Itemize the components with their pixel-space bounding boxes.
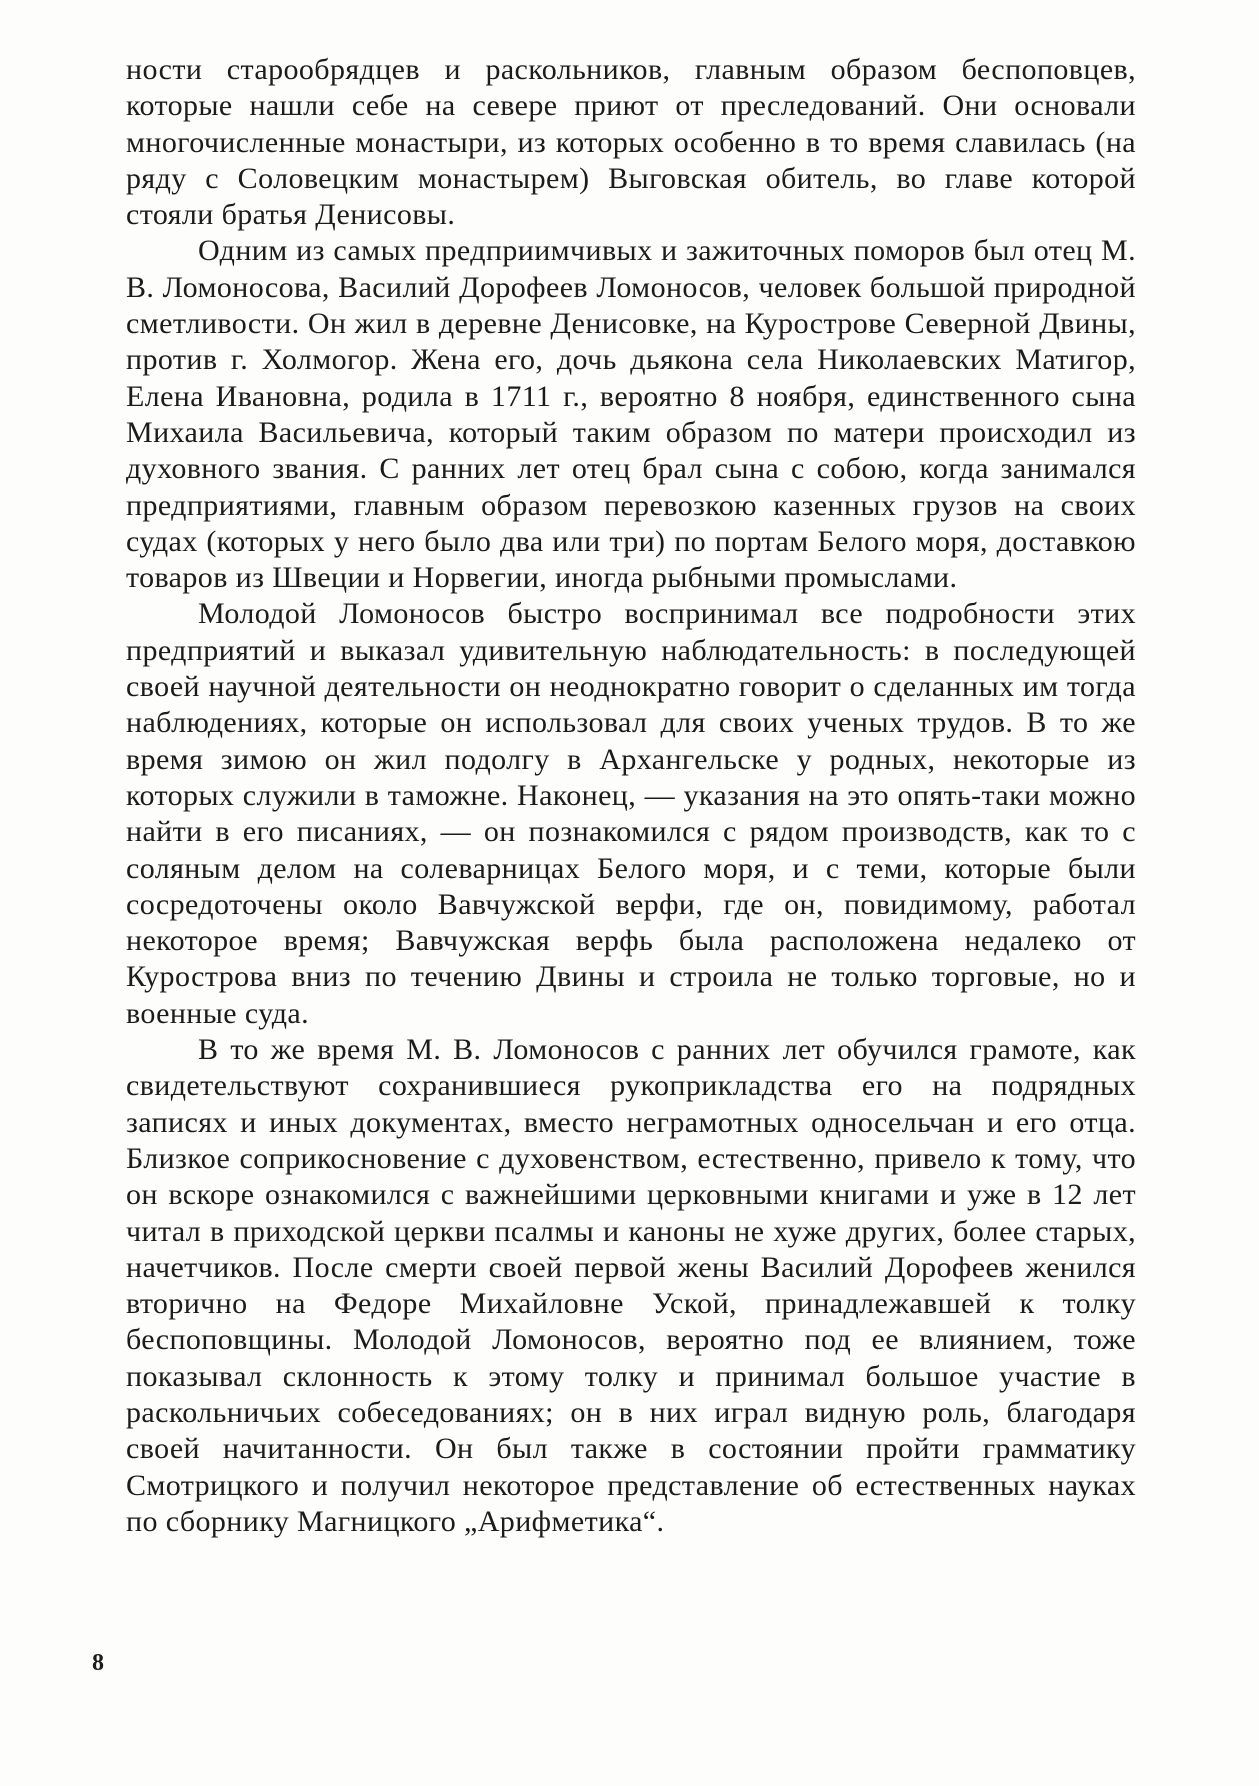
paragraph-observations: Молодой Ломоносов быстро воспринимал все подробности этих предприятий и выказал удивительную наблюдательность: в последующей своей научной деятельности он неоднократно говорит о сделанных им тогда наблюдениях, которые он использовал для своих ученых трудов. В то же время зимою он жил подолгу в Архангельске у родных, некоторые из которых служили в таможне. Наконец, — указания на это опять-таки можно найти в его писаниях, — он познакомился с рядом производств, как то с соляным делом на солеварницах Белого моря, и с теми, которые были сосредоточены около Вавчужской верфи, где он, повидимому, работал некоторое время; Вавчужская верфь была расположена недалеко от Курострова вниз по течению Двины и строила не только торговые, но и военные суда. [126,597,1136,1030]
page-number: 8 [92,1650,104,1676]
paragraph-father: Одним из самых предприимчивых и зажиточных поморов был отец М. В. Ломоносова, Василий Дорофеев Ломоносов, человек большой природной сметливости. Он жил в деревне Денисовке, на Курострове Северной Двины, против г. Холмогор. Жена его, дочь дьякона села Николаевских Матигор, Елена Ивановна, родила в 1711 г., вероятно 8 ноября, единственного сына Михаила Васильевича, который таким образом по матери происходил из духовного звания. С ранних лет отец брал сына с собою, когда занимался предприятиями, главным образом перевозкою казенных грузов на своих судах (которых у него было два или три) по портам Белого моря, доставкою товаров из Швеции и Норвегии, иногда рыбными промыслами. [126,234,1136,595]
body-text [126,52,1136,1540]
paragraph-continuation: ности старообрядцев и раскольников, главным образом беспоповцев, которые нашли себе на севере приют от преследований. Они основали многочисленные монастыри, из которых особенно в то время славилась (на ряду с Соловецким монастырем) Выговская обитель, во главе которой стояли братья Денисовы. [126,53,1136,232]
paragraph-literacy: В то же время М. В. Ломоносов с ранних лет обучился грамоте, как свидетельствуют сохранившиеся рукоприкладства его на подрядных записях и иных документах, вместо неграмотных односельчан и его отца. Близкое соприкосновение с духовенством, естественно, привело к тому, что он вскоре ознакомился с важнейшими церковными книгами и уже в 12 лет читал в приходской церкви псалмы и каноны не хуже других, более старых, начетчиков. После смерти своей первой жены Василий Дорофеев женился вторично на Федоре Михайловне Уской, принадлежавшей к толку беспоповщины. Молодой Ломоносов, вероятно под ее влиянием, тоже показывал склонность к этому толку и принимал большое участие в раскольничьих собеседованиях; он в них играл видную роль, благодаря своей начитанности. Он был также в состоянии пройти грамматику Смотрицкого и получил некоторое представление об естественных науках по сборнику Магницкого „Арифметика“. [126,1033,1136,1538]
